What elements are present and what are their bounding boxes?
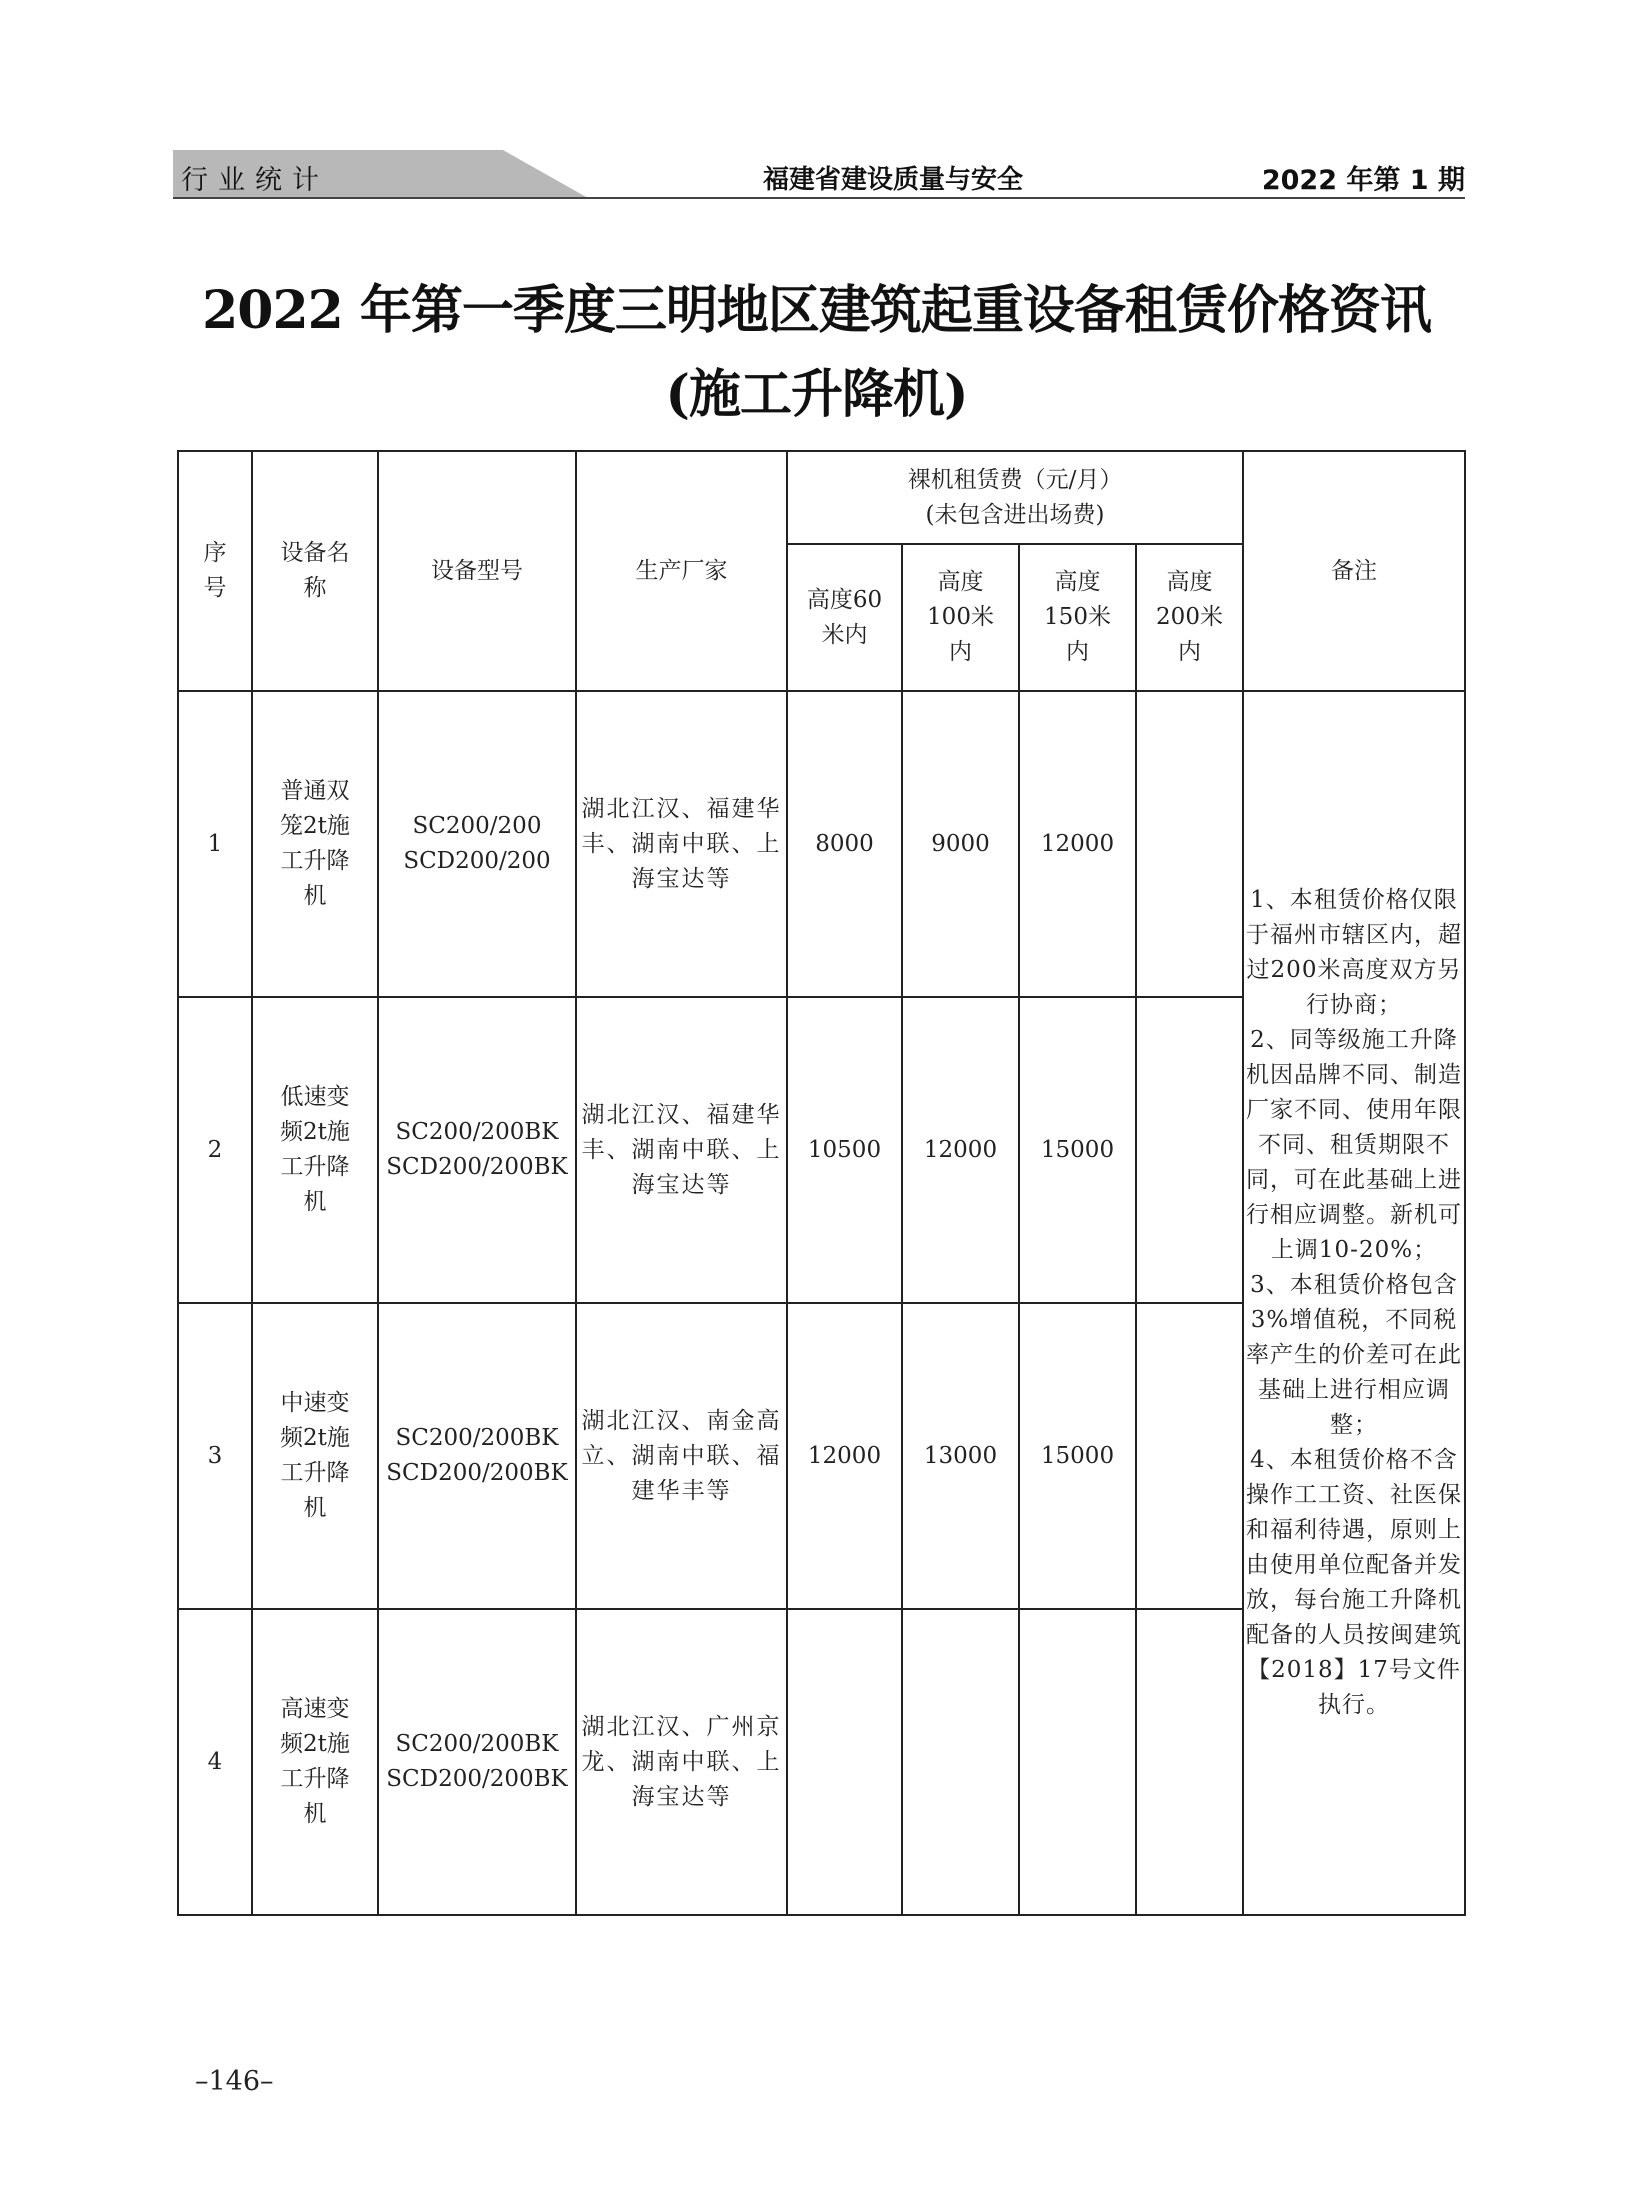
price-h150-cell: 12000 (1019, 691, 1136, 997)
name-cell: 中速变频2t施工升降机 (252, 1303, 378, 1609)
price-table (177, 450, 1466, 1916)
header-rent-group: 裸机租赁费（元/月） (未包含进出场费) (787, 451, 1243, 544)
price-h150-cell: 15000 (1019, 1303, 1136, 1609)
remark-item: 3、本租赁价格包含3%增值税，不同税率产生的价差可在此基础上进行相应调整； (1246, 1272, 1462, 1438)
price-h150-cell: 15000 (1019, 997, 1136, 1303)
header-name: 设备名称 (252, 451, 378, 691)
name-cell: 高速变频2t施工升降机 (252, 1609, 378, 1915)
section-label: 行业统计 (181, 165, 329, 196)
maker-cell: 湖北江汉、广州京龙、湖南中联、上海宝达等 (576, 1609, 787, 1915)
seq-cell: 4 (178, 1609, 252, 1915)
seq-cell: 1 (178, 691, 252, 997)
price-h100-cell: 12000 (902, 997, 1019, 1303)
remark-cell (1243, 691, 1465, 1915)
price-h60-cell: 8000 (787, 691, 902, 997)
header-h100: 高度100米内 (902, 544, 1019, 691)
price-h60-cell (787, 1609, 902, 1915)
price-h100-cell (902, 1609, 1019, 1915)
maker-cell: 湖北江汉、南金高立、湖南中联、福建华丰等 (576, 1303, 787, 1609)
page-title: 2022 年第一季度三明地区建筑起重设备租赁价格资讯 (202, 280, 1431, 341)
price-h200-cell (1136, 1609, 1243, 1915)
name-cell: 低速变频2t施工升降机 (252, 997, 378, 1303)
remark-item: 4、本租赁价格不含操作工工资、社医保和福利待遇，原则上由使用单位配备并发放，每台施工升降机配备的人员按闽建筑【2018】17号文件执行。 (1246, 1447, 1462, 1718)
price-h200-cell (1136, 997, 1243, 1303)
header-h150: 高度150米内 (1019, 544, 1136, 691)
seq-cell: 2 (178, 997, 252, 1303)
header-divider (173, 197, 1465, 199)
header-seq: 序号 (178, 451, 252, 691)
model-cell: SC200/200BK SCD200/200BK (378, 997, 576, 1303)
model-cell: SC200/200 SCD200/200 (378, 691, 576, 997)
seq-cell: 3 (178, 1303, 252, 1609)
remark-item: 2、同等级施工升降机因品牌不同、制造厂家不同、使用年限不同、租赁期限不同，可在此基础上进行相应调整。新机可上调10-20%； (1246, 1027, 1462, 1263)
maker-cell: 湖北江汉、福建华丰、湖南中联、上海宝达等 (576, 997, 787, 1303)
header-model: 设备型号 (378, 451, 576, 691)
page-subtitle: (施工升降机) (665, 364, 968, 425)
header-h200: 高度200米内 (1136, 544, 1243, 691)
maker-cell: 湖北江汉、福建华丰、湖南中联、上海宝达等 (576, 691, 787, 997)
header-h60: 高度60米内 (787, 544, 902, 691)
price-h100-cell: 13000 (902, 1303, 1019, 1609)
price-h60-cell: 12000 (787, 1303, 902, 1609)
price-h150-cell (1019, 1609, 1136, 1915)
page-header (173, 150, 1465, 198)
name-cell: 普通双笼2t施工升降机 (252, 691, 378, 997)
header-remark: 备注 (1243, 451, 1465, 691)
model-cell: SC200/200BK SCD200/200BK (378, 1609, 576, 1915)
model-cell: SC200/200BK SCD200/200BK (378, 1303, 576, 1609)
price-h100-cell: 9000 (902, 691, 1019, 997)
remark-item: 1、本租赁价格仅限于福州市辖区内，超过200米高度双方另行协商； (1246, 887, 1462, 1018)
price-h60-cell: 10500 (787, 997, 902, 1303)
price-h200-cell (1136, 1303, 1243, 1609)
table-row (178, 691, 1465, 997)
page-number: –146– (195, 2066, 274, 2097)
issue-number: 2022 年第 1 期 (1261, 165, 1465, 196)
price-h200-cell (1136, 691, 1243, 997)
journal-name: 福建省建设质量与安全 (762, 165, 1023, 195)
header-maker: 生产厂家 (576, 451, 787, 691)
